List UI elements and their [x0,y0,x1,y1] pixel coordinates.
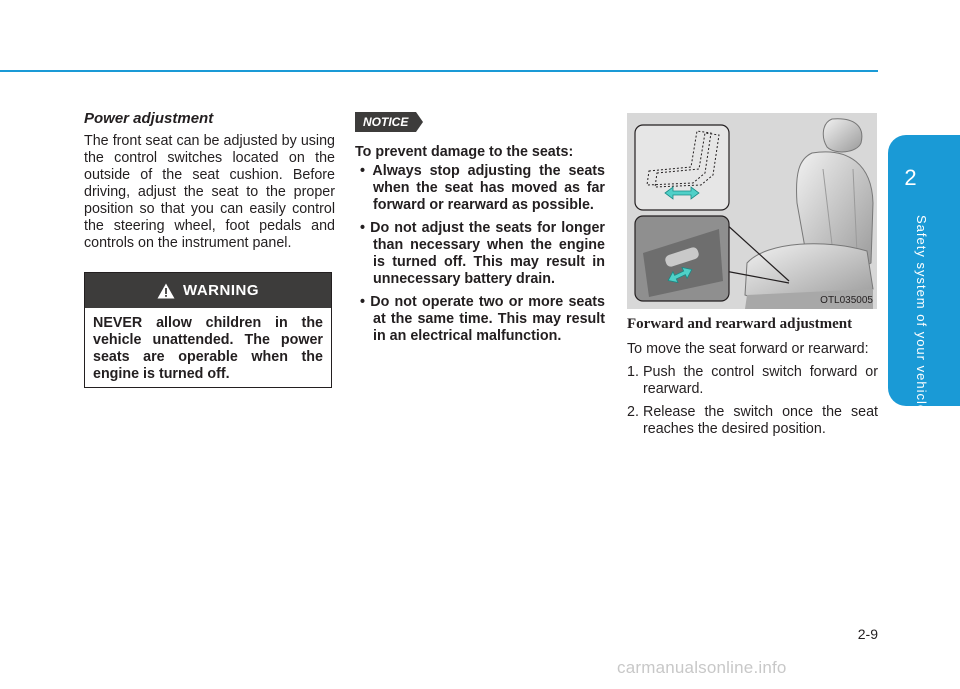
steps-list [627,364,878,438]
notice-section [355,112,605,351]
subsection-intro: To move the seat forward or rearward: [627,341,869,357]
step-text: Release the switch once the seat reaches the desired position. [643,404,878,437]
step-text: Push the control switch forward or rearward. [643,364,878,397]
section-heading: Power adjustment [84,110,214,127]
notice-item: • Do not adjust the seats for longer than necessary when the engine is turned off. This may result in unnecessary battery drain. [355,220,605,288]
figure-code: OTL035005 [820,295,873,306]
warning-label: WARNING [183,282,259,299]
warning-triangle-icon [157,283,175,299]
watermark[interactable]: carmanualsonline.info [617,658,787,677]
power-adjustment-section [84,110,335,252]
warning-header [85,273,331,308]
seat-illustration [627,113,877,309]
forward-rearward-section [627,316,878,444]
step-number: 2. [627,404,639,420]
chapter-title: Safety system of your vehicle [914,215,929,414]
notice-lead: To prevent damage to the seats: [355,144,574,160]
notice-item: • Do not operate two or more seats at the same time. This may result in an electrical malfunction. [355,294,605,345]
notice-list [355,163,605,345]
notice-item: • Always stop adjusting the seats when the seat has moved as far forward or rearward as possible. [355,163,605,214]
chapter-number: 2 [904,165,917,190]
step-item [627,364,878,398]
warning-text: NEVER allow children in the vehicle unattended. The power seats are operable when the engine is turned off. [93,315,323,382]
step-number: 1. [627,364,639,380]
chapter-tab[interactable] [888,135,960,414]
section-body: The front seat can be adjusted by using the control switches located on the outside of the seat cushion. Before driving, adjust the seat to the proper position so that you can easily control the steering wheel, foot pedals and controls on the instrument panel. [84,133,335,251]
top-rule [0,70,878,72]
subsection-heading: Forward and rearward adjustment [627,316,853,332]
seat-figure [627,113,877,309]
page-number: 2-9 [857,626,878,642]
step-item [627,404,878,438]
notice-badge: NOTICE [355,112,416,132]
warning-box [84,272,332,388]
